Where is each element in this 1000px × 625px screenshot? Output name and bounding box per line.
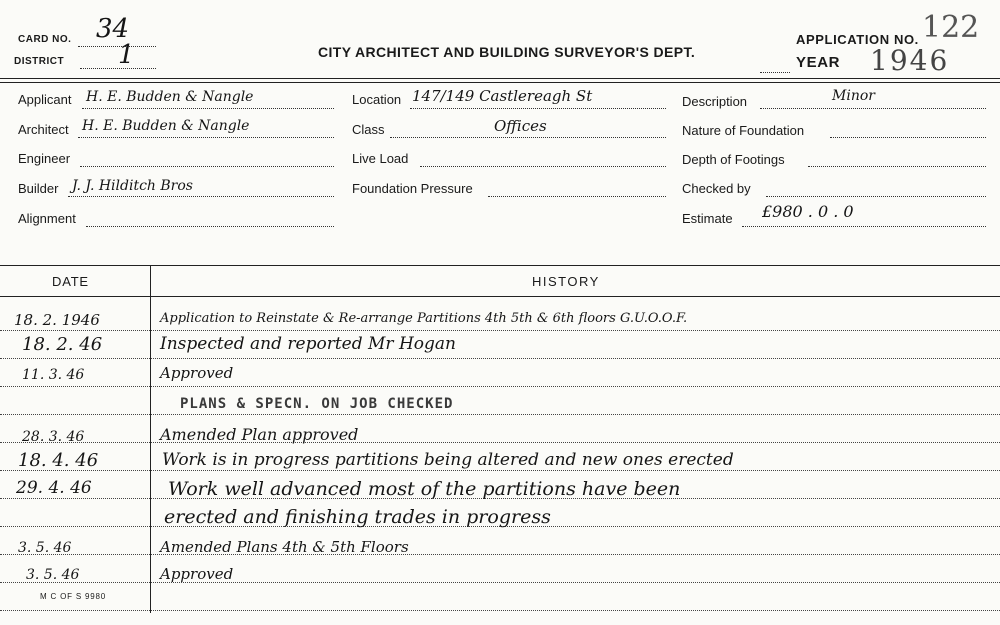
applicant-value: H. E. Budden & Nangle — [86, 89, 254, 105]
applicant-label: Applicant — [18, 92, 72, 107]
application-no-label: APPLICATION NO. — [796, 32, 919, 47]
row-history: Work well advanced most of the partitions have been — [168, 478, 681, 500]
estimate-value: £980 . 0 . 0 — [762, 202, 854, 221]
row-history: Inspected and reported Mr Hogan — [160, 334, 456, 354]
row-date: 11. 3. 46 — [22, 367, 85, 383]
row-history: Approved — [160, 565, 234, 583]
nature-of-foundation-label: Nature of Foundation — [682, 123, 805, 138]
history-column-header: HISTORY — [532, 274, 600, 289]
date-column-header: DATE — [52, 274, 89, 289]
checked-by-label: Checked by — [682, 181, 751, 196]
alignment-label: Alignment — [18, 211, 76, 226]
application-no-value: 122 — [922, 10, 980, 45]
row-date: 18. 2. 46 — [22, 334, 103, 355]
builder-value: J. J. Hilditch Bros — [72, 178, 193, 194]
row-history: Approved — [160, 364, 234, 382]
class-label: Class — [352, 122, 385, 137]
builder-label: Builder — [18, 181, 59, 196]
row-history: Amended Plan approved — [160, 425, 359, 444]
row-date: 18. 2. 1946 — [14, 311, 100, 329]
description-value: Minor — [832, 88, 875, 104]
page-title: CITY ARCHITECT AND BUILDING SURVEYOR'S DEPT. — [318, 44, 696, 60]
year-value: 1946 — [870, 44, 950, 77]
district-label: DISTRICT — [14, 56, 65, 67]
form-code: M C OF S 9980 — [40, 592, 106, 601]
district-value: 1 — [118, 40, 135, 70]
class-value: Offices — [494, 117, 547, 135]
estimate-label: Estimate — [682, 211, 733, 226]
architect-value: H. E. Budden & Nangle — [82, 118, 250, 134]
row-date: 18. 4. 46 — [18, 450, 99, 471]
architect-label: Architect — [18, 122, 69, 137]
row-history: erected and finishing trades in progress — [164, 506, 551, 528]
row-date: 3. 5. 46 — [18, 540, 72, 556]
card-no-label: CARD NO. — [18, 34, 72, 45]
description-label: Description — [682, 94, 748, 109]
foundation-pressure-label: Foundation Pressure — [352, 181, 473, 196]
row-date: 29. 4. 46 — [16, 478, 92, 498]
location-value: 147/149 Castlereagh St — [412, 87, 593, 105]
engineer-label: Engineer — [18, 151, 71, 166]
location-label: Location — [352, 92, 402, 107]
depth-of-footings-label: Depth of Footings — [682, 152, 785, 167]
job-checked-stamp: PLANS & SPECN. ON JOB CHECKED — [180, 396, 454, 412]
row-date: 3. 5. 46 — [26, 567, 80, 583]
card-no-value: 34 — [96, 14, 130, 44]
year-label: YEAR — [796, 54, 841, 71]
row-history: Amended Plans 4th & 5th Floors — [160, 538, 409, 556]
row-history: Application to Reinstate & Re-arrange Partitions 4th 5th & 6th floors G.U.O.O.F. — [160, 311, 688, 326]
live-load-label: Live Load — [352, 151, 409, 166]
row-date: 28. 3. 46 — [22, 429, 85, 445]
row-history: Work is in progress partitions being altered and new ones erected — [162, 450, 734, 470]
